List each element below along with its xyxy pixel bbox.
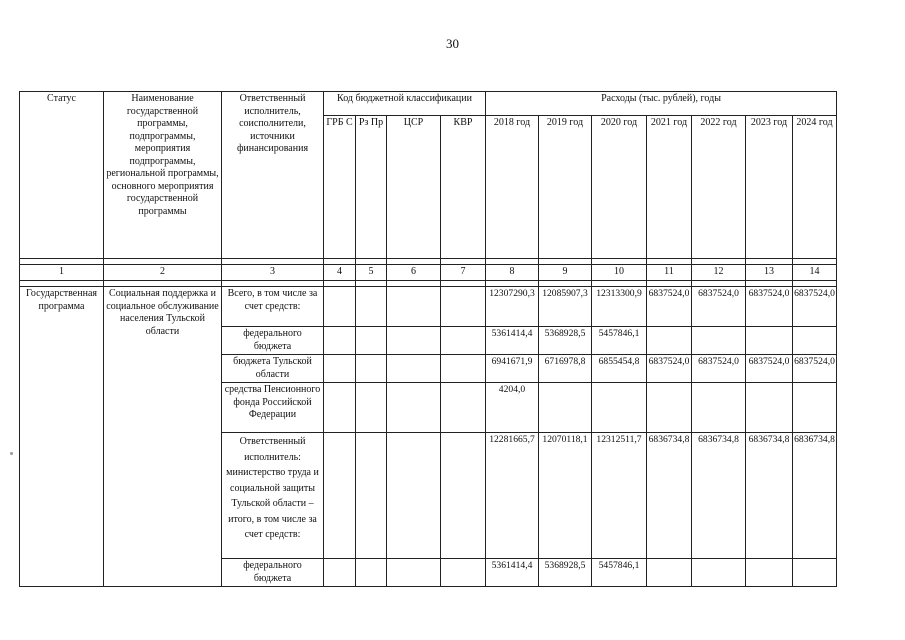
value-cell: 6837524,0 — [692, 355, 746, 383]
value-cell: 6837524,0 — [647, 287, 692, 327]
value-cell: 12085907,3 — [539, 287, 592, 327]
column-number: 2 — [104, 265, 222, 281]
row-label: федерального бюджета — [222, 327, 324, 355]
value-cell: 6837524,0 — [793, 355, 837, 383]
header-executor: Ответственный исполнитель, соисполнители, источники финансирования — [222, 92, 324, 259]
column-number: 7 — [441, 265, 486, 281]
value-cell: 12312511,7 — [592, 433, 647, 559]
header-status: Статус — [20, 92, 104, 259]
value-cell: 6837524,0 — [692, 287, 746, 327]
column-number: 14 — [793, 265, 837, 281]
header-year: 2024 год — [793, 116, 837, 259]
header-year: 2023 год — [746, 116, 793, 259]
value-cell: 6836734,8 — [746, 433, 793, 559]
row-label: средства Пенсионного фонда Российской Федерации — [222, 383, 324, 433]
row-label: бюджета Тульской области — [222, 355, 324, 383]
value-cell — [793, 559, 837, 587]
value-cell — [746, 559, 793, 587]
scan-artifact — [10, 452, 13, 455]
header-code-csr: ЦСР — [387, 116, 441, 259]
value-cell: 6836734,8 — [647, 433, 692, 559]
value-cell — [746, 383, 793, 433]
value-cell — [692, 383, 746, 433]
value-cell — [539, 383, 592, 433]
column-number: 9 — [539, 265, 592, 281]
column-number: 11 — [647, 265, 692, 281]
value-cell — [647, 383, 692, 433]
table-row — [20, 287, 837, 327]
header-code-kvr: КВР — [441, 116, 486, 259]
value-cell: 6836734,8 — [793, 433, 837, 559]
column-number: 5 — [356, 265, 387, 281]
value-cell: 5361414,4 — [486, 559, 539, 587]
column-number: 4 — [324, 265, 356, 281]
value-cell — [746, 327, 793, 355]
value-cell — [592, 383, 647, 433]
program-name: Социальная поддержка и социальное обслуживание населения Тульской области — [104, 287, 222, 587]
row-label: Ответственный исполнитель: министерство труда и социальной защиты Тульской области – итого, в том числе за счет средств: — [222, 433, 324, 559]
value-cell: 6716978,8 — [539, 355, 592, 383]
page-number: 30 — [446, 36, 459, 51]
header-budget-code: Код бюджетной классификации — [324, 92, 486, 116]
row-label: Всего, в том числе за счет средств: — [222, 287, 324, 327]
header-code-grbs: ГРБ С — [324, 116, 356, 259]
value-cell: 12313300,9 — [592, 287, 647, 327]
value-cell: 5457846,1 — [592, 327, 647, 355]
column-number: 10 — [592, 265, 647, 281]
column-number: 3 — [222, 265, 324, 281]
column-number-row — [20, 265, 837, 281]
header-year: 2022 год — [692, 116, 746, 259]
column-number: 13 — [746, 265, 793, 281]
value-cell: 12070118,1 — [539, 433, 592, 559]
header-expenses: Расходы (тыс. рублей), годы — [486, 92, 837, 116]
value-cell: 6836734,8 — [692, 433, 746, 559]
value-cell — [647, 559, 692, 587]
value-cell: 12281665,7 — [486, 433, 539, 559]
program-status: Государственная программа — [20, 287, 104, 587]
column-number: 8 — [486, 265, 539, 281]
value-cell: 6837524,0 — [746, 287, 793, 327]
header-year: 2021 год — [647, 116, 692, 259]
value-cell — [647, 327, 692, 355]
header-row-1 — [20, 92, 837, 116]
value-cell — [793, 327, 837, 355]
value-cell: 5368928,5 — [539, 559, 592, 587]
value-cell — [793, 383, 837, 433]
value-cell — [692, 327, 746, 355]
header-code-rzpr: Рз Пр — [356, 116, 387, 259]
value-cell: 6941671,9 — [486, 355, 539, 383]
value-cell: 6855454,8 — [592, 355, 647, 383]
header-year: 2019 год — [539, 116, 592, 259]
value-cell: 6837524,0 — [746, 355, 793, 383]
value-cell: 6837524,0 — [793, 287, 837, 327]
header-year: 2018 год — [486, 116, 539, 259]
row-label: федерального бюджета — [222, 559, 324, 587]
header-name: Наименование государственной программы, подпрограммы, мероприятия подпрограммы, региональной программы, основного мероприятия государственной программы — [104, 92, 222, 259]
column-number: 12 — [692, 265, 746, 281]
value-cell: 5361414,4 — [486, 327, 539, 355]
column-number: 1 — [20, 265, 104, 281]
value-cell: 4204,0 — [486, 383, 539, 433]
budget-table — [19, 91, 837, 587]
column-number: 6 — [387, 265, 441, 281]
value-cell — [692, 559, 746, 587]
value-cell: 5457846,1 — [592, 559, 647, 587]
header-year: 2020 год — [592, 116, 647, 259]
value-cell: 12307290,3 — [486, 287, 539, 327]
value-cell: 6837524,0 — [647, 355, 692, 383]
value-cell: 5368928,5 — [539, 327, 592, 355]
